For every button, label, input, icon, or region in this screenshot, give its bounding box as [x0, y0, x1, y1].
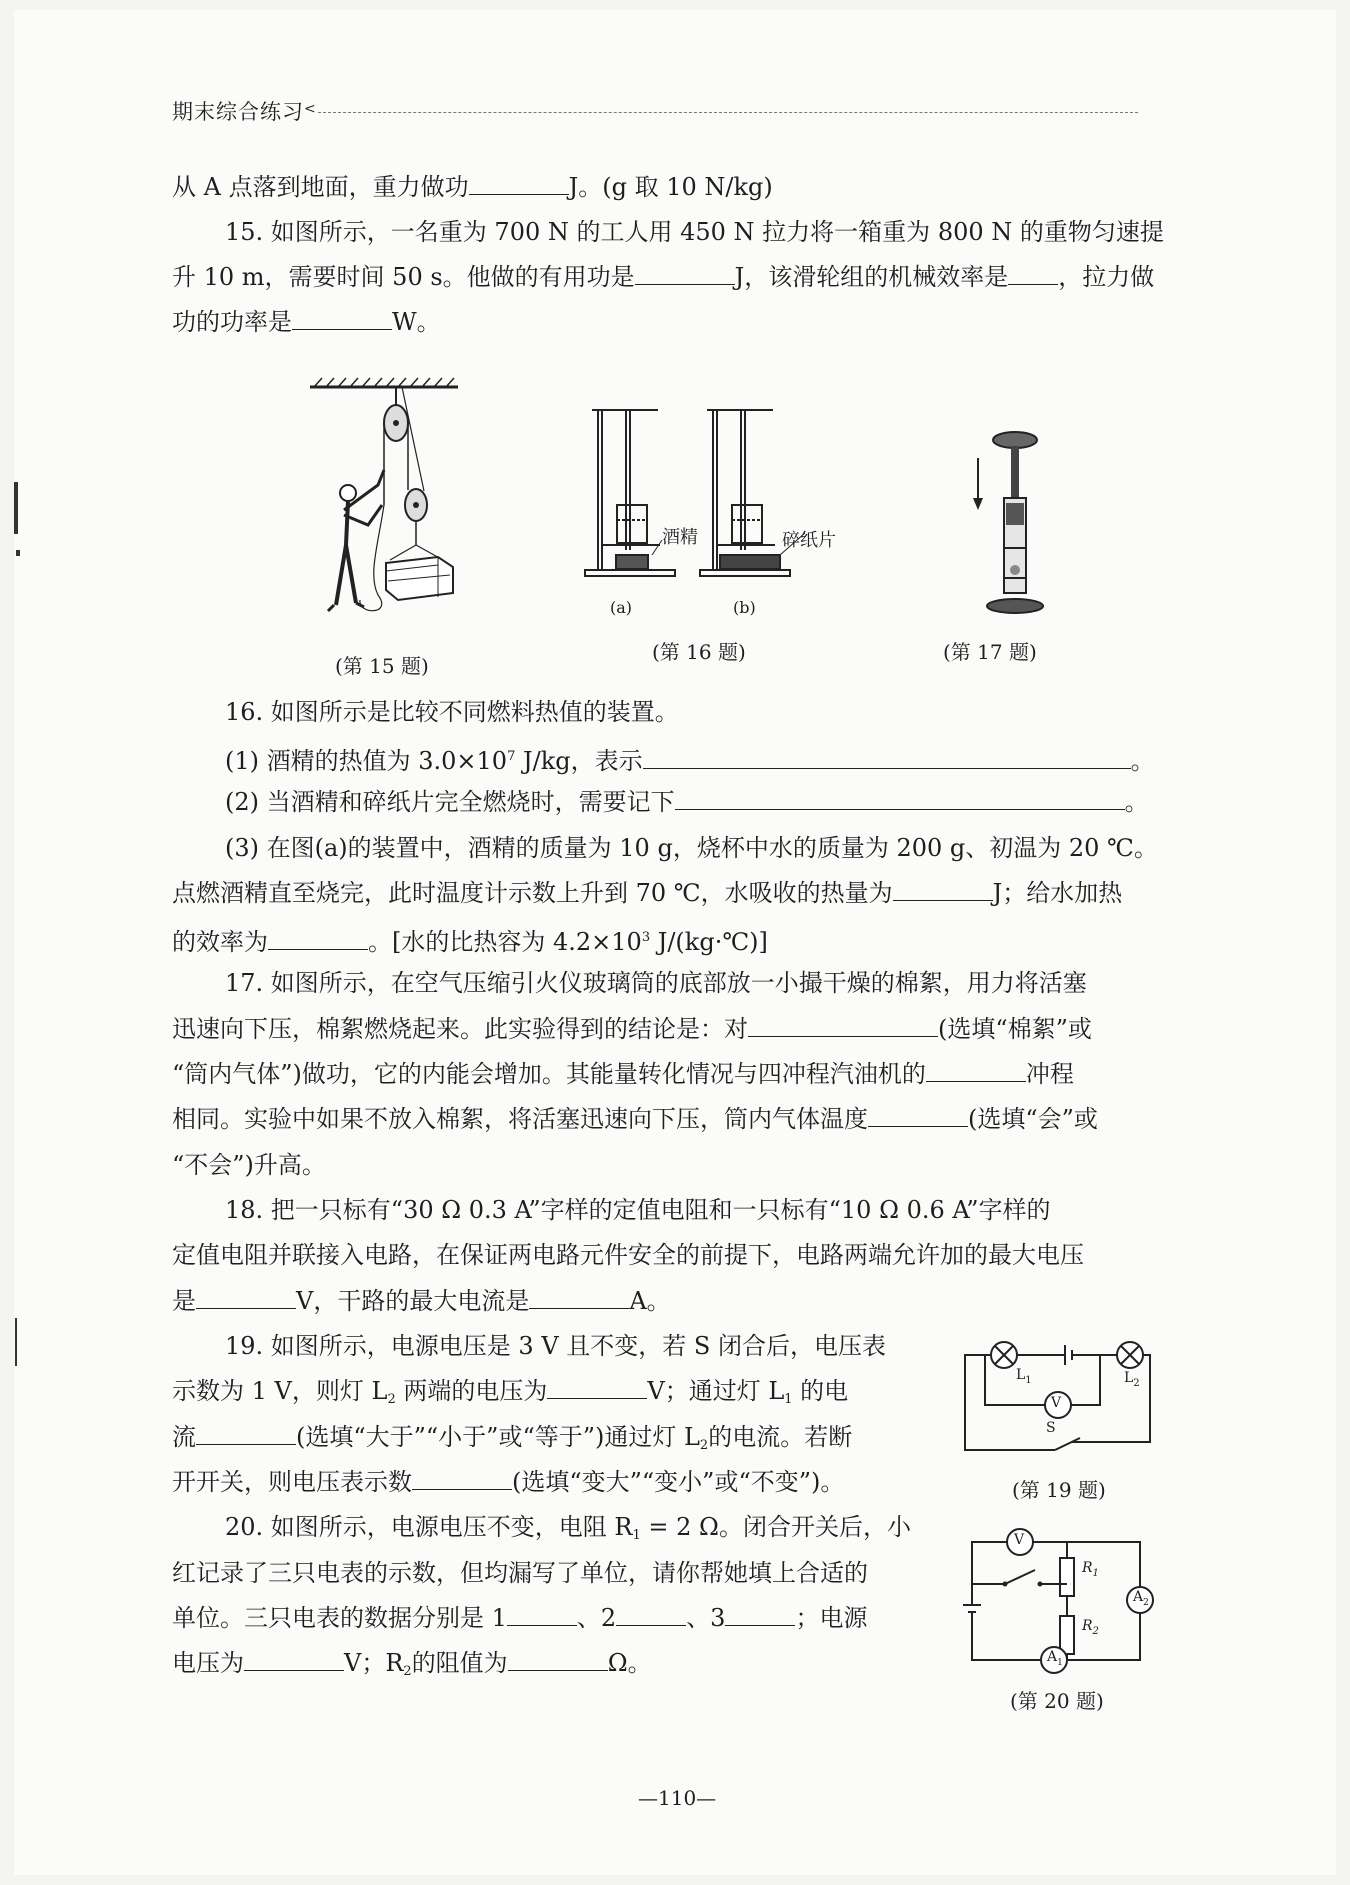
fig20-label-V: V — [1014, 1532, 1025, 1548]
text-line: 的效率为 。[水的比热容为 $4.2\times 10^3$ J/(kg·℃)] — [172, 928, 768, 956]
header-arrow-icon: < — [304, 101, 316, 117]
text-line: 定值电阻并联接入电路，在保证两电路元件安全的前提下，电路两端允许加的最大电压 — [172, 1241, 1084, 1269]
text-line: 升 10 m，需要时间 50 s。他做的有用功是 J，该滑轮组的机械效率是 ，拉力做 — [172, 263, 1155, 291]
figure-17-fire-syringe — [960, 428, 1050, 623]
text-line: 相同。实验中如果不放入棉絮，将活塞迅速向下压，筒内气体温度 (选填“会”或 — [172, 1105, 1098, 1133]
figure-16-fuel-apparatus — [580, 405, 890, 620]
text-line: (1) 酒精的热值为 $3.0\times 10^7$ J/kg，表示 。 — [225, 747, 1155, 775]
scan-mark — [14, 482, 18, 534]
scan-mark — [15, 1318, 17, 1366]
fig19-label-L1: $L_1$ — [1016, 1367, 1032, 1386]
text-line: 示数为 1 V，则灯 $L_2$ 两端的电压为 V；通过灯 $L_1$ 的电 — [172, 1377, 849, 1407]
page-header: 期末综合练习 — [172, 100, 304, 124]
text-line: 从 A 点落到地面，重力做功 J。(g 取 10 N/kg) — [172, 173, 773, 201]
fig16-label-paper: 碎纸片 — [782, 530, 836, 551]
caption-20: (第 20 题) — [1010, 1689, 1104, 1713]
question-16: 16. 如图所示是比较不同燃料热值的装置。 — [225, 698, 679, 726]
page-number: —110— — [638, 1786, 717, 1810]
question-20: 20. 如图所示，电源电压不变，电阻 $R_1 = 2$ Ω。闭合开关后，小 — [225, 1513, 911, 1543]
text-line: 红记录了三只电表的示数，但均漏写了单位，请你帮她填上合适的 — [172, 1559, 868, 1587]
fig20-label-R2: $R_2$ — [1082, 1618, 1099, 1637]
fig20-label-R1: $R_1$ — [1082, 1560, 1099, 1579]
fig19-label-L2: $L_2$ — [1124, 1370, 1140, 1389]
caption-16: (第 16 题) — [652, 640, 746, 664]
question-17: 17. 如图所示，在空气压缩引火仪玻璃筒的底部放一小撮干燥的棉絮，用力将活塞 — [225, 969, 1087, 997]
fig19-label-S: S — [1046, 1420, 1056, 1436]
text-line: (3) 在图(a)的装置中，酒精的质量为 10 g，烧杯中水的质量为 200 g、初温为 20 ℃。 — [225, 834, 1158, 862]
text-line: 点燃酒精直至烧完，此时温度计示数上升到 70 ℃，水吸收的热量为 J；给水加热 — [172, 879, 1123, 907]
fig20-label-A1: $A_1$ — [1047, 1649, 1063, 1668]
scan-mark — [16, 550, 20, 556]
fig19-label-V: V — [1051, 1395, 1062, 1411]
text-line: 电压为 V；$R_2$的阻值为 Ω。 — [172, 1649, 652, 1679]
caption-15: (第 15 题) — [335, 654, 429, 678]
text-line: 是 V，干路的最大电流是 A。 — [172, 1287, 671, 1315]
caption-19: (第 19 题) — [1012, 1478, 1106, 1502]
question-18: 18. 把一只标有“30 Ω 0.3 A”字样的定值电阻和一只标有“10 Ω 0.6 A”字样的 — [225, 1196, 1051, 1224]
figure-15-pulley — [298, 375, 468, 625]
question-19: 19. 如图所示，电源电压是 3 V 且不变，若 S 闭合后，电压表 — [225, 1332, 886, 1360]
text-line: “筒内气体”)做功，它的内能会增加。其能量转化情况与四冲程汽油机的 冲程 — [172, 1060, 1074, 1088]
text-line: 单位。三只电表的数据分别是 1 、2 、3 ；电源 — [172, 1604, 868, 1632]
question-15: 15. 如图所示，一名重为 700 N 的工人用 450 N 拉力将一箱重为 800 N 的重物匀速提 — [225, 218, 1164, 246]
text-line: 迅速向下压，棉絮燃烧起来。此实验得到的结论是：对 (选填“棉絮”或 — [172, 1015, 1092, 1043]
text-line: “不会”)升高。 — [172, 1151, 326, 1179]
text-line: 功的功率是 W。 — [172, 308, 441, 336]
fig16-label-alcohol: 酒精 — [662, 527, 698, 548]
caption-17: (第 17 题) — [943, 640, 1037, 664]
fig16-label-b: (b) — [733, 598, 756, 617]
text-line: 流 (选填“大于”“小于”或“等于”)通过灯 $L_2$的电流。若断 — [172, 1423, 853, 1453]
text-line: 开开关，则电压表示数 (选填“变大”“变小”或“不变”)。 — [172, 1468, 845, 1496]
fig20-label-A2: $A_2$ — [1133, 1589, 1149, 1608]
header-rule — [318, 112, 1138, 113]
fig16-label-a: (a) — [610, 598, 633, 617]
text-line: (2) 当酒精和碎纸片完全燃烧时，需要记下 。 — [225, 788, 1149, 816]
